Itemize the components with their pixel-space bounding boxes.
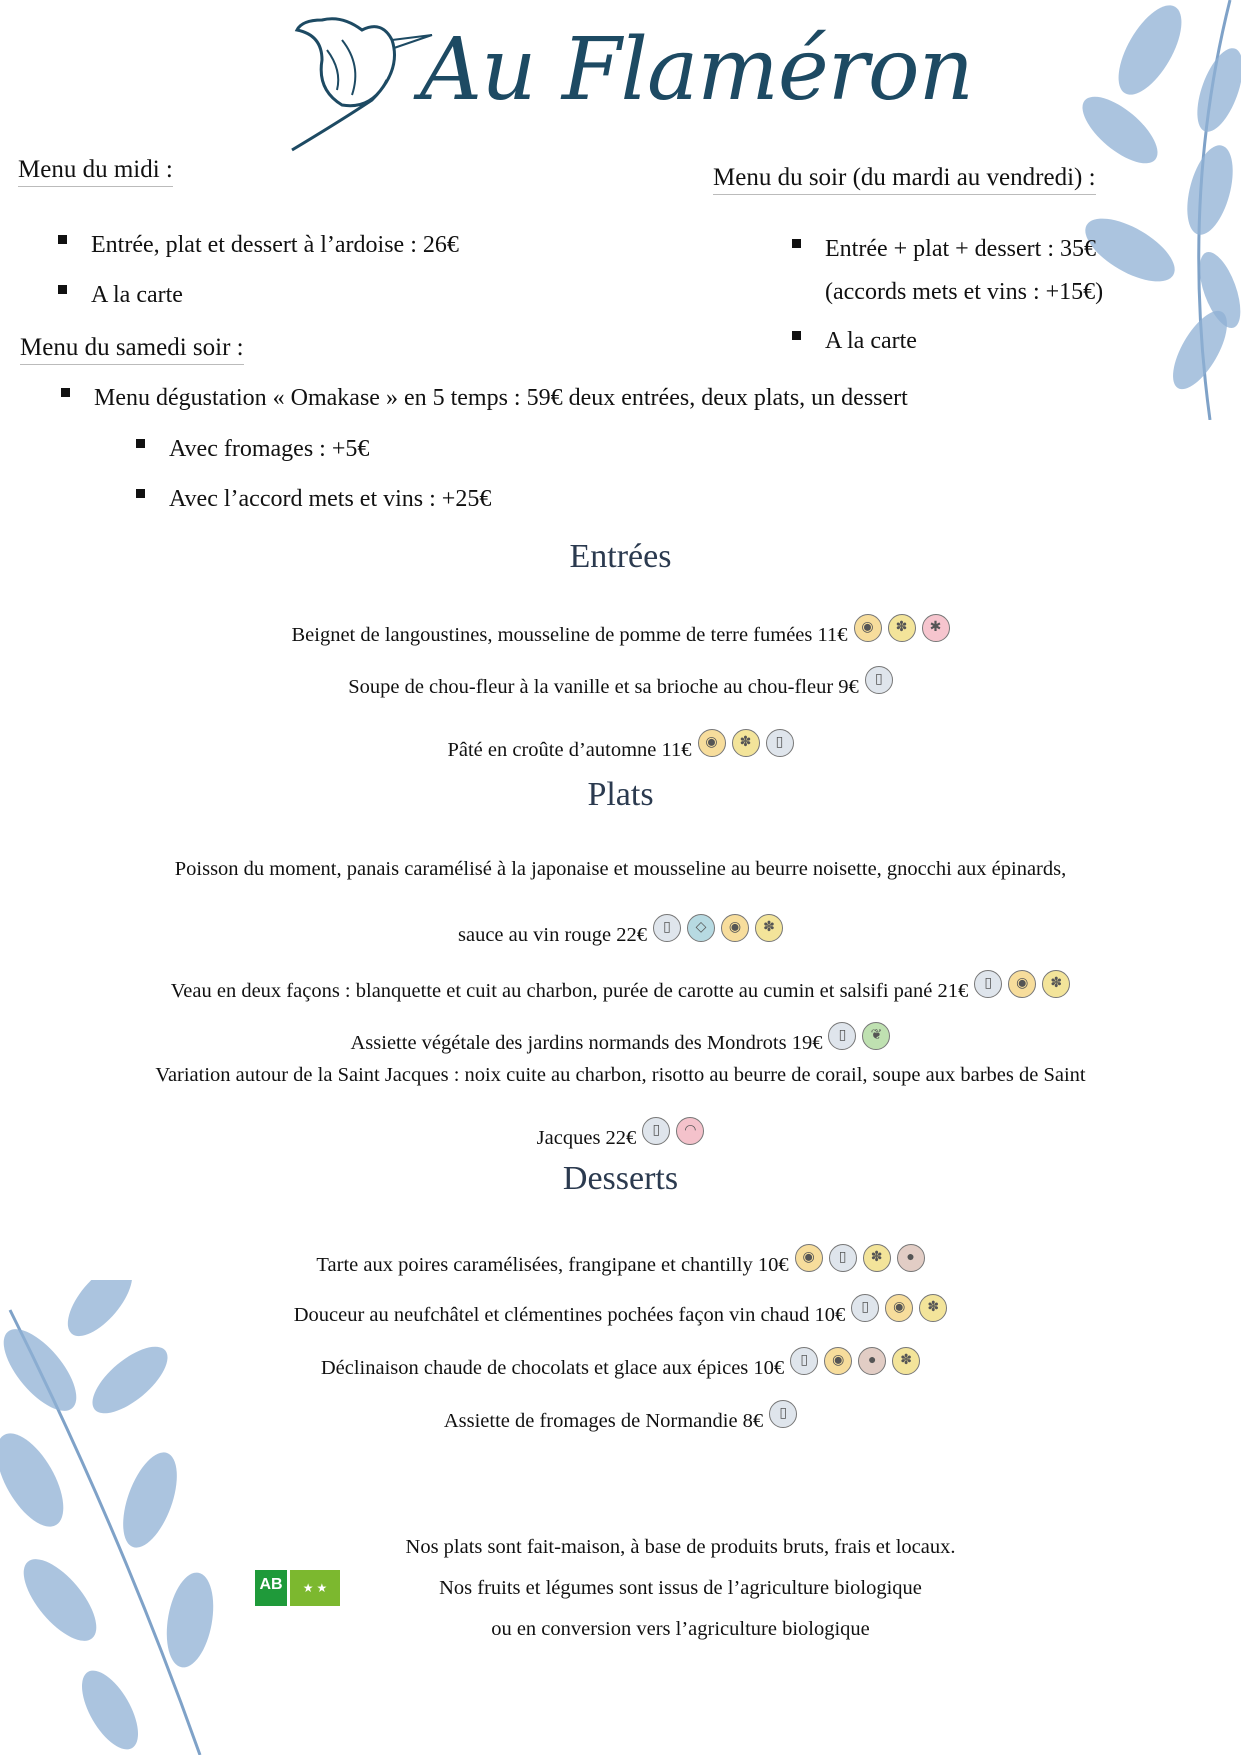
gluten-allergen-icon: ✽ [919,1294,947,1322]
gluten-allergen-icon: ✽ [892,1347,920,1375]
menu-samedi-item-text: Menu dégustation « Omakase » en 5 temps : 59€ deux entrées, deux plats, un dessert [94,385,908,411]
plats-item [40,970,1201,1003]
menu-soir-item-note: (accords mets et vins : +15€) [825,279,1104,305]
dish-text: Déclinaison chaude de chocolats et glace aux épices 10€ [320,1357,785,1379]
milk-allergen-icon: ▯ [829,1244,857,1272]
crustacean-allergen-icon: ✱ [922,614,950,642]
milk-allergen-icon: ▯ [974,970,1002,998]
dish-text: Poisson du moment, panais caramélisé à la japonaise et mousseline au beurre noisette, gnocchi aux épinards, [174,858,1067,880]
nuts-allergen-icon: ● [897,1244,925,1272]
gluten-allergen-icon: ✽ [863,1244,891,1272]
dish-text: Beignet de langoustines, mousseline de pomme de terre fumées 11€ [291,624,848,646]
dish-text: Soupe de chou-fleur à la vanille et sa brioche au chou-fleur 9€ [348,676,859,698]
milk-allergen-icon: ▯ [642,1117,670,1145]
dish-text: sauce au vin rouge 22€ [458,924,647,946]
milk-allergen-icon: ▯ [828,1022,856,1050]
dish-text: Jacques 22€ [536,1127,637,1149]
fish-allergen-icon: ◇ [687,914,715,942]
dish-text: Pâté en croûte d’automne 11€ [447,739,692,761]
menu-samedi-subitem [136,486,491,513]
menu-midi-item [58,282,183,309]
ab-logo-text: AB [259,1576,283,1593]
restaurant-logo-text: Au Flaméron [420,20,973,120]
dish-text: Tarte aux poires caramélisées, frangipane et chantilly 10€ [316,1254,789,1276]
bullet-icon [136,439,145,448]
bullet-icon [792,239,801,248]
ab-logo [255,1570,287,1606]
egg-allergen-icon: ◉ [824,1347,852,1375]
dish-text: Assiette de fromages de Normandie 8€ [443,1410,764,1432]
plats-item [40,1117,1201,1150]
bullet-icon [792,331,801,340]
celery-allergen-icon: ❦ [862,1022,890,1050]
desserts-item [40,1347,1201,1380]
menu-samedi-title: Menu du samedi soir : [20,334,244,365]
dish-text: Veau en deux façons : blanquette et cuit au charbon, purée de carotte au cumin et salsifi pané 21€ [170,980,969,1002]
footer-line: ou en conversion vers l’agriculture biologique [491,1618,870,1640]
milk-allergen-icon: ▯ [653,914,681,942]
menu-samedi-subitem [136,436,369,463]
egg-allergen-icon: ◉ [885,1294,913,1322]
milk-allergen-icon: ▯ [851,1294,879,1322]
milk-allergen-icon: ▯ [865,666,893,694]
desserts-title: Desserts [562,1160,679,1197]
menu-samedi-subitem-text: Avec fromages : +5€ [169,436,370,462]
egg-allergen-icon: ◉ [698,729,726,757]
entrees-title: Entrées [569,538,672,575]
dish-text: Douceur au neufchâtel et clémentines pochées façon vin chaud 10€ [293,1304,846,1326]
mollusc-allergen-icon: ◠ [676,1117,704,1145]
gluten-allergen-icon: ✽ [1042,970,1070,998]
desserts-item [40,1244,1201,1277]
plats-item [40,858,1201,881]
leaf-decoration-top-right [1040,0,1241,420]
footer-line: Nos plats sont fait-maison, à base de produits bruts, frais et locaux. [405,1536,956,1558]
bullet-icon [58,235,67,244]
desserts-item [40,1294,1201,1327]
menu-soir-item [792,236,1096,263]
egg-allergen-icon: ◉ [721,914,749,942]
menu-soir-title: Menu du soir (du mardi au vendredi) : [713,164,1096,195]
milk-allergen-icon: ▯ [766,729,794,757]
menu-soir-item-text: A la carte [825,328,917,354]
egg-allergen-icon: ◉ [854,614,882,642]
organic-logo [255,1570,340,1606]
dish-text: Variation autour de la Saint Jacques : noix cuite au charbon, risotto au beurre de corail, soupe aux barbes de Saint [155,1064,1086,1086]
bird-logo-icon [282,10,442,160]
milk-allergen-icon: ▯ [769,1400,797,1428]
desserts-item [40,1400,1201,1433]
menu-samedi-item [61,385,908,412]
entrees-item [40,614,1201,647]
entrees-item [40,666,1201,699]
bullet-icon [136,489,145,498]
egg-allergen-icon: ◉ [1008,970,1036,998]
menu-midi-title: Menu du midi : [18,156,173,187]
plats-item [40,914,1201,947]
plats-title: Plats [587,776,654,813]
plats-item [40,1064,1201,1087]
menu-soir-item [792,328,917,355]
plats-item [40,1022,1201,1055]
menu-samedi-subitem-text: Avec l’accord mets et vins : +25€ [169,486,492,512]
entrees-item [40,729,1201,762]
gluten-allergen-icon: ✽ [755,914,783,942]
menu-midi-item [58,232,459,259]
menu-midi-item-text: A la carte [91,282,183,308]
bullet-icon [61,388,70,397]
footer-line: Nos fruits et légumes sont issus de l’agriculture biologique [439,1577,922,1599]
gluten-allergen-icon: ✽ [732,729,760,757]
eu-organic-leaf-icon: ★ ★ [290,1570,340,1606]
menu-soir-item-text: Entrée + plat + dessert : 35€ [825,236,1096,262]
menu-midi-item-text: Entrée, plat et dessert à l’ardoise : 26€ [91,232,459,258]
egg-allergen-icon: ◉ [795,1244,823,1272]
gluten-allergen-icon: ✽ [888,614,916,642]
bullet-icon [58,285,67,294]
dish-text: Assiette végétale des jardins normands des Mondrots 19€ [350,1032,823,1054]
nuts-allergen-icon: ● [858,1347,886,1375]
milk-allergen-icon: ▯ [790,1347,818,1375]
